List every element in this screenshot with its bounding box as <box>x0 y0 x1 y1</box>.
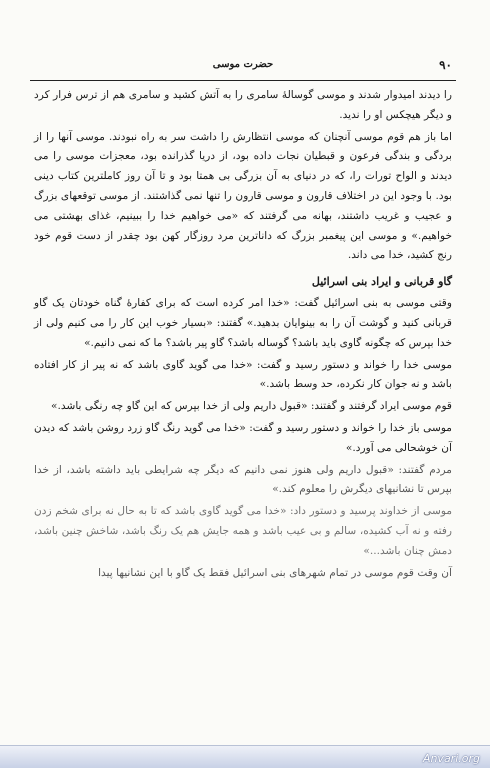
section-heading: گاو قربانی و ایراد بنی اسرائیل <box>311 275 452 289</box>
watermark-bar <box>0 745 490 768</box>
paragraph-1: را دیدند امیدوار شدند و موسی گوسالهٔ سامری را به آتش کشید و سامری هم از ترس فرار کرد و دیگر هیچکس او را ندید. <box>34 89 452 121</box>
paragraph-2: اما باز هم قوم موسی آنچنان که موسی انتظارش را داشت سر به راه نبودند. موسی آنها را از بردگی و بندگی فرعون و قبطیان نجات داده بود، از دریا گذرانده بود، معجزات موسی را می دیدند و الواح تورات را، که در دنیای به آن بزرگی بی همتا بود و تا آن روز کاملترین کتاب دینی بود. با وجود این در اختلاف قارون و موسی قارون را تنها نمی گذاشتند. از موسی توقعهای بزرگ و عجیب و غریب داشتند، بهانه می گرفتند که «می خواهیم خدا را ببینیم، غذای بهشتی می خواهیم.» و موسی این پیغمبر بزرگ که داناترین مرد روزگار کهن بود چقدر از دست قوم خود رنج کشید، خدا می داند. <box>34 130 452 262</box>
watermark-logo: Anvari.org <box>422 752 480 765</box>
section-paragraph-6: موسی از خداوند پرسید و دستور داد: «خدا می گوید گاوی باشد که تا به حال نه برای شخم زدن رفته و نه آب کشیده، سالم و بی عیب باشد و همه جایش هم یک رنگ باشد، شاخش چنین باشد، دمش چنان باشد...» <box>34 505 452 557</box>
page-number: ۹۰ <box>439 58 452 72</box>
section-paragraph-4: موسی باز خدا را خواند و دستور رسید و گفت: «خدا می گوید رنگ گاو زرد روشن باشد که دیدن آن خوشحالی می آورد.» <box>34 421 452 454</box>
section-paragraph-3: قوم موسی ایراد گرفتند و گفتند: «قبول داریم ولی از خدا بپرس که این گاو چه رنگی باشد.» <box>51 400 452 413</box>
running-title: حضرت موسی <box>212 59 274 70</box>
section-paragraph-2: موسی خدا را خواند و دستور رسید و گفت: «خدا می گوید گاوی باشد که نه پیر از کار افتاده باشد و نه جوان کار نکرده، حد وسط باشد.» <box>34 358 452 391</box>
section-paragraph-5: مردم گفتند: «قبول داریم ولی هنوز نمی دانیم که دیگر چه شرایطی باید داشته باشد، از خدا بپرس تا نشانیهای دیگرش را معلوم کند.» <box>34 463 452 496</box>
page-body <box>34 86 452 728</box>
section-paragraph-1: وقتی موسی به بنی اسرائیل گفت: «خدا امر کرده است که برای کفارهٔ گناه خودتان یک گاو قربانی کنید و گوشت آن را به بینوایان بدهید.» گفتند: «بسیار خوب این کار را می کنیم ولی از خدا بپرس که چگونه گاوی باید باشد؟ گوساله باشد؟ گاو پیر باشد؟ ما که نمی دانیم.» <box>34 297 452 349</box>
page-header <box>30 50 456 81</box>
section-paragraph-7: آن وقت قوم موسی در تمام شهرهای بنی اسرائیل فقط یک گاو با این نشانیها پیدا <box>98 566 452 579</box>
